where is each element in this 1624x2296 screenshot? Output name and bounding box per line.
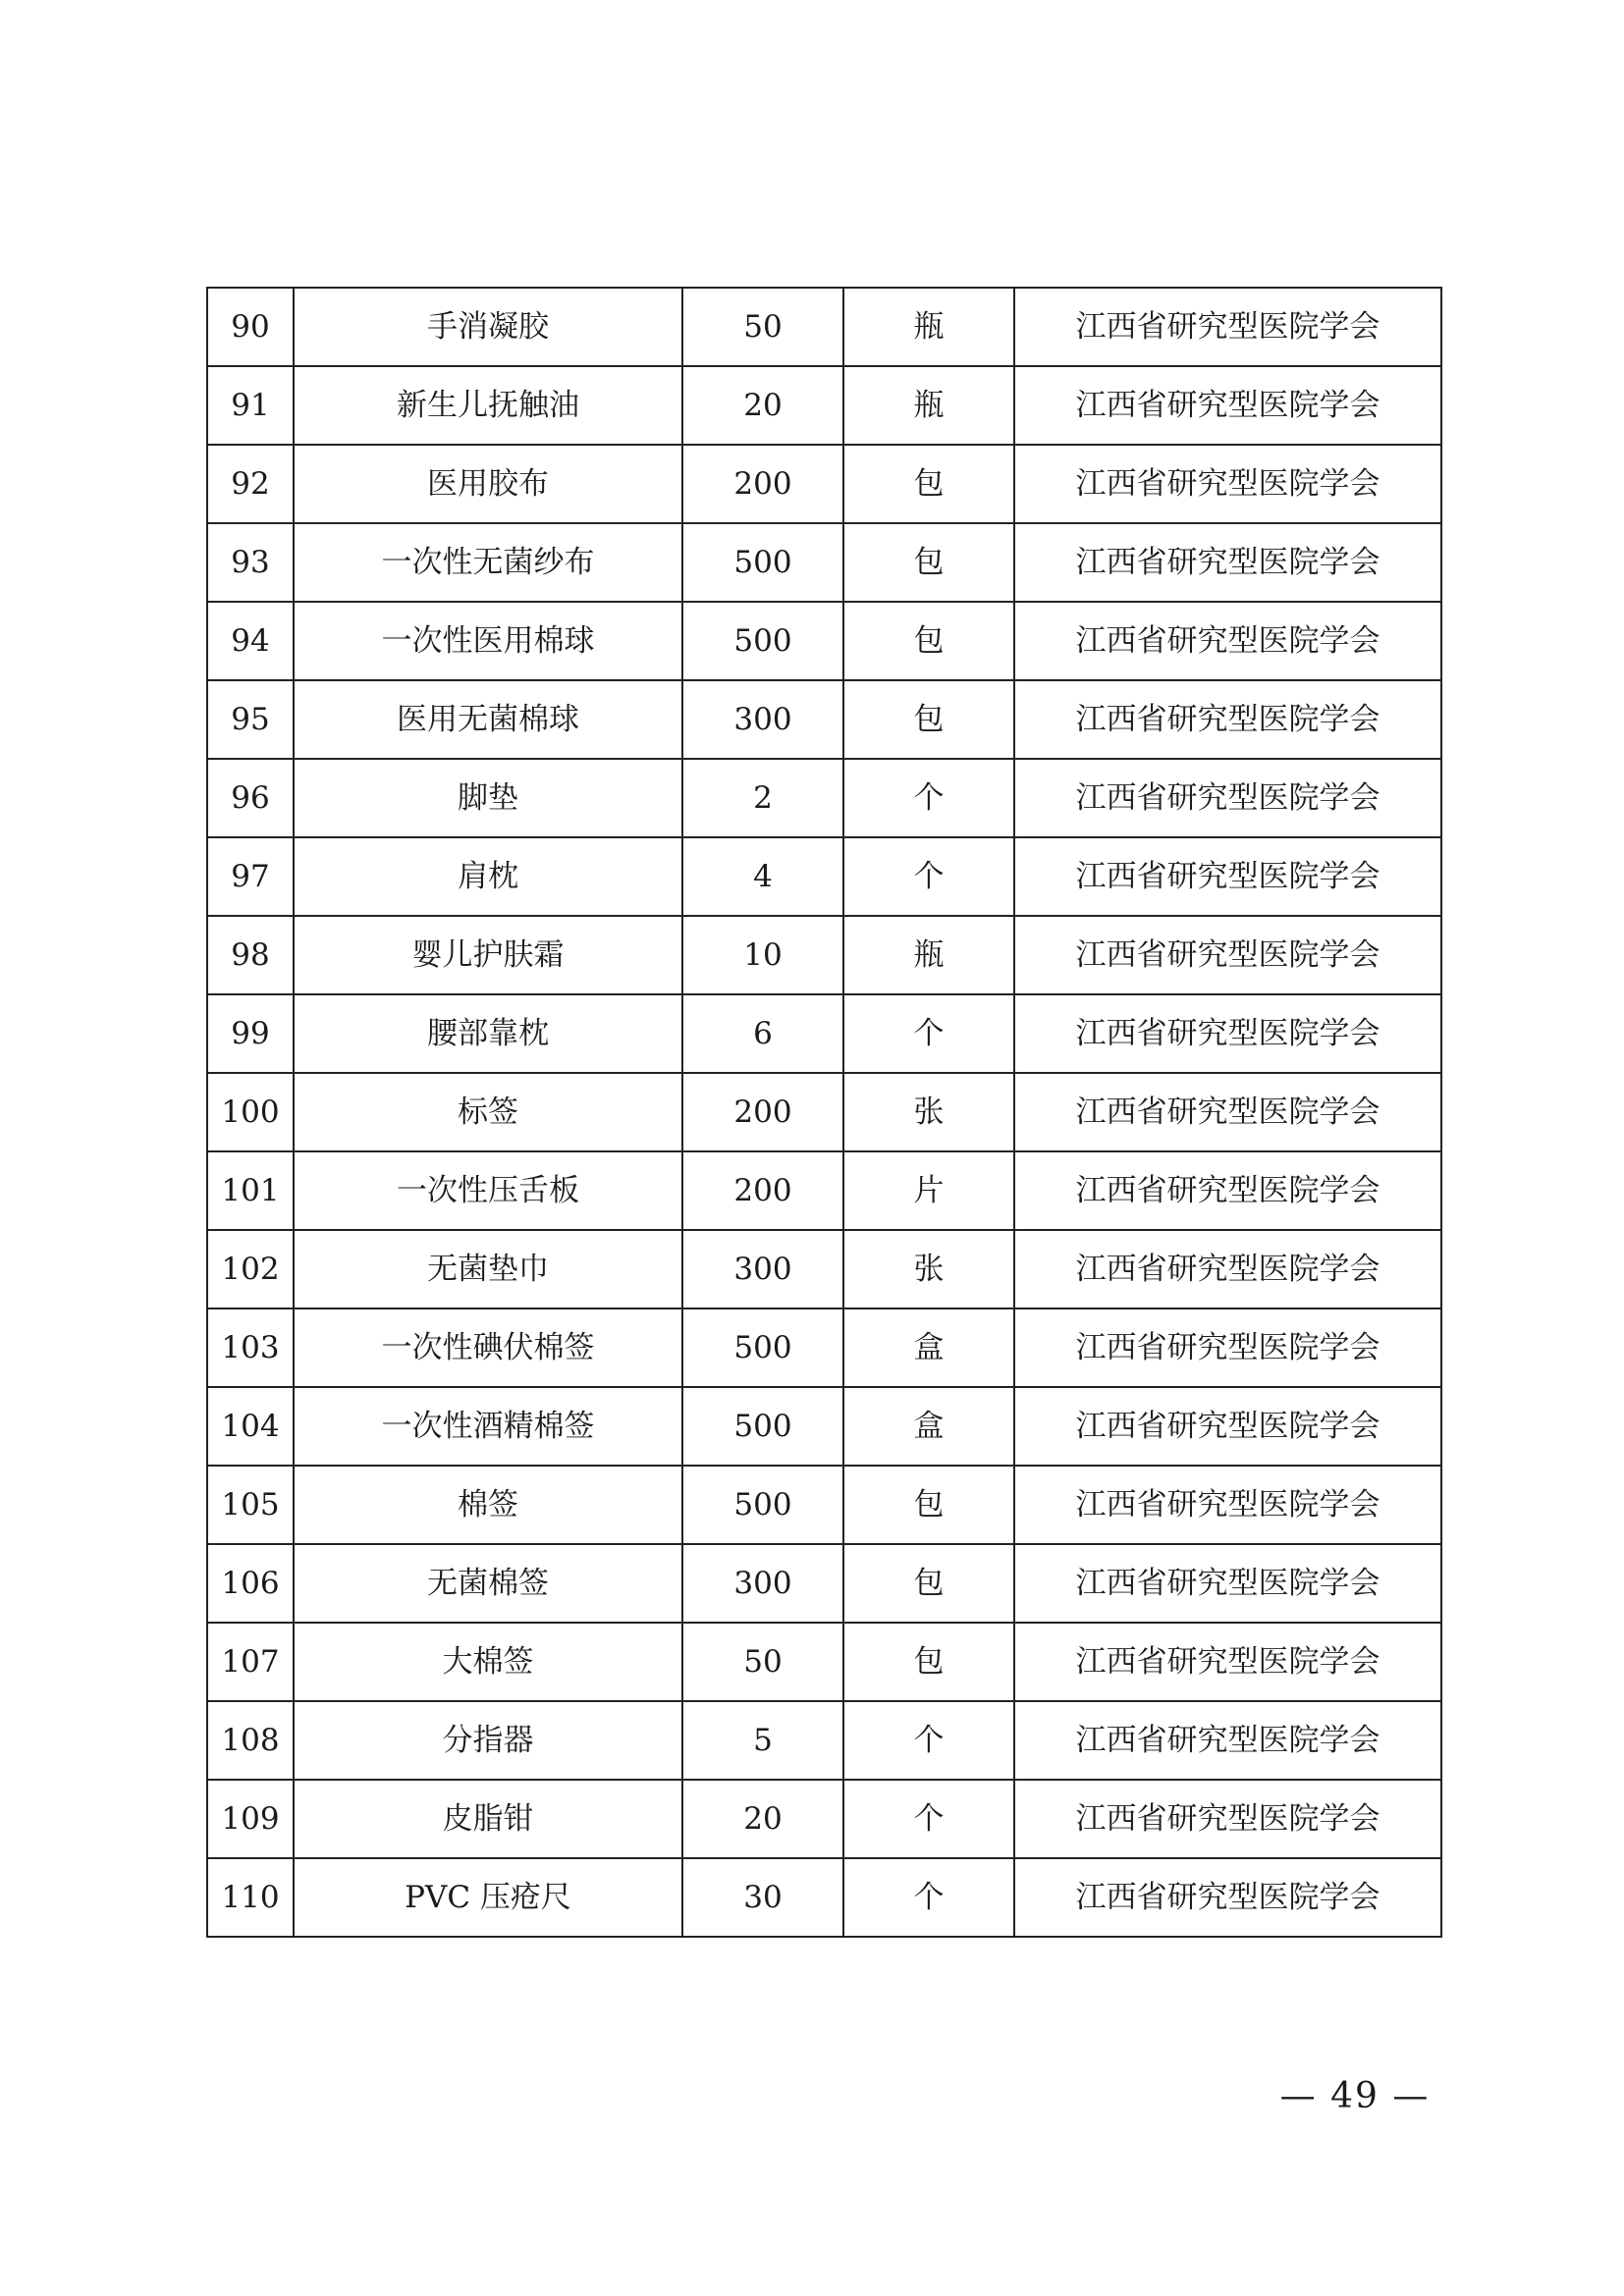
item-name-cell: 大棉签: [294, 1623, 682, 1701]
row-number-cell: 102: [207, 1230, 294, 1308]
quantity-cell: 500: [682, 602, 843, 680]
quantity-cell: 300: [682, 1544, 843, 1623]
quantity-cell: 5: [682, 1701, 843, 1780]
row-number-cell: 110: [207, 1858, 294, 1937]
row-number-cell: 91: [207, 366, 294, 445]
item-name-cell: 医用无菌棉球: [294, 680, 682, 759]
table-row: [207, 680, 1441, 759]
unit-cell: 包: [843, 680, 1014, 759]
unit-cell: 片: [843, 1151, 1014, 1230]
item-name-cell: 分指器: [294, 1701, 682, 1780]
unit-cell: 包: [843, 445, 1014, 523]
unit-cell: 个: [843, 1780, 1014, 1858]
row-number-cell: 92: [207, 445, 294, 523]
table-row: [207, 1858, 1441, 1937]
item-name-cell: 腰部靠枕: [294, 994, 682, 1073]
organization-cell: 江西省研究型医院学会: [1014, 837, 1441, 916]
item-name-cell: 一次性酒精棉签: [294, 1387, 682, 1466]
item-name-cell: 无菌棉签: [294, 1544, 682, 1623]
item-name-cell: PVC 压疮尺: [294, 1858, 682, 1937]
row-number-cell: 98: [207, 916, 294, 994]
table-row: [207, 1387, 1441, 1466]
organization-cell: 江西省研究型医院学会: [1014, 523, 1441, 602]
table-row: [207, 1466, 1441, 1544]
item-name-cell: 无菌垫巾: [294, 1230, 682, 1308]
quantity-cell: 500: [682, 1387, 843, 1466]
unit-cell: 个: [843, 837, 1014, 916]
organization-cell: 江西省研究型医院学会: [1014, 680, 1441, 759]
quantity-cell: 300: [682, 1230, 843, 1308]
organization-cell: 江西省研究型医院学会: [1014, 916, 1441, 994]
organization-cell: 江西省研究型医院学会: [1014, 1308, 1441, 1387]
organization-cell: 江西省研究型医院学会: [1014, 759, 1441, 837]
row-number-cell: 94: [207, 602, 294, 680]
table-row: [207, 837, 1441, 916]
item-name-cell: 皮脂钳: [294, 1780, 682, 1858]
unit-cell: 包: [843, 1466, 1014, 1544]
unit-cell: 个: [843, 1701, 1014, 1780]
organization-cell: 江西省研究型医院学会: [1014, 1701, 1441, 1780]
quantity-cell: 4: [682, 837, 843, 916]
quantity-cell: 10: [682, 916, 843, 994]
item-name-cell: 手消凝胶: [294, 288, 682, 366]
organization-cell: 江西省研究型医院学会: [1014, 602, 1441, 680]
unit-cell: 瓶: [843, 916, 1014, 994]
unit-cell: 个: [843, 759, 1014, 837]
item-name-cell: 一次性医用棉球: [294, 602, 682, 680]
quantity-cell: 50: [682, 288, 843, 366]
row-number-cell: 101: [207, 1151, 294, 1230]
table-row: [207, 916, 1441, 994]
organization-cell: 江西省研究型医院学会: [1014, 1623, 1441, 1701]
unit-cell: 包: [843, 1544, 1014, 1623]
quantity-cell: 300: [682, 680, 843, 759]
table-body: [207, 288, 1441, 1937]
table-row: [207, 288, 1441, 366]
table-row: [207, 1623, 1441, 1701]
row-number-cell: 104: [207, 1387, 294, 1466]
item-name-cell: 婴儿护肤霜: [294, 916, 682, 994]
row-number-cell: 99: [207, 994, 294, 1073]
row-number-cell: 106: [207, 1544, 294, 1623]
quantity-cell: 500: [682, 1308, 843, 1387]
page-number: — 49 —: [1279, 2075, 1431, 2116]
item-name-cell: 一次性碘伏棉签: [294, 1308, 682, 1387]
row-number-cell: 90: [207, 288, 294, 366]
table-row: [207, 523, 1441, 602]
quantity-cell: 200: [682, 1073, 843, 1151]
unit-cell: 瓶: [843, 288, 1014, 366]
organization-cell: 江西省研究型医院学会: [1014, 1858, 1441, 1937]
unit-cell: 包: [843, 1623, 1014, 1701]
quantity-cell: 500: [682, 523, 843, 602]
quantity-cell: 6: [682, 994, 843, 1073]
quantity-cell: 2: [682, 759, 843, 837]
item-name-cell: 标签: [294, 1073, 682, 1151]
quantity-cell: 30: [682, 1858, 843, 1937]
organization-cell: 江西省研究型医院学会: [1014, 1230, 1441, 1308]
table-row: [207, 1151, 1441, 1230]
row-number-cell: 105: [207, 1466, 294, 1544]
item-name-cell: 棉签: [294, 1466, 682, 1544]
unit-cell: 个: [843, 994, 1014, 1073]
table-row: [207, 994, 1441, 1073]
row-number-cell: 93: [207, 523, 294, 602]
item-name-cell: 一次性压舌板: [294, 1151, 682, 1230]
organization-cell: 江西省研究型医院学会: [1014, 288, 1441, 366]
organization-cell: 江西省研究型医院学会: [1014, 1544, 1441, 1623]
unit-cell: 张: [843, 1230, 1014, 1308]
unit-cell: 个: [843, 1858, 1014, 1937]
table-row: [207, 366, 1441, 445]
item-name-cell: 一次性无菌纱布: [294, 523, 682, 602]
table-row: [207, 602, 1441, 680]
organization-cell: 江西省研究型医院学会: [1014, 445, 1441, 523]
unit-cell: 盒: [843, 1308, 1014, 1387]
item-name-cell: 脚垫: [294, 759, 682, 837]
unit-cell: 包: [843, 523, 1014, 602]
table-row: [207, 759, 1441, 837]
table-row: [207, 1073, 1441, 1151]
unit-cell: 盒: [843, 1387, 1014, 1466]
quantity-cell: 20: [682, 1780, 843, 1858]
row-number-cell: 108: [207, 1701, 294, 1780]
quantity-cell: 500: [682, 1466, 843, 1544]
organization-cell: 江西省研究型医院学会: [1014, 1780, 1441, 1858]
table-row: [207, 1308, 1441, 1387]
table-row: [207, 1230, 1441, 1308]
item-name-cell: 新生儿抚触油: [294, 366, 682, 445]
organization-cell: 江西省研究型医院学会: [1014, 1466, 1441, 1544]
quantity-cell: 200: [682, 445, 843, 523]
organization-cell: 江西省研究型医院学会: [1014, 1151, 1441, 1230]
table-row: [207, 1780, 1441, 1858]
organization-cell: 江西省研究型医院学会: [1014, 994, 1441, 1073]
unit-cell: 包: [843, 602, 1014, 680]
quantity-cell: 50: [682, 1623, 843, 1701]
row-number-cell: 103: [207, 1308, 294, 1387]
item-name-cell: 肩枕: [294, 837, 682, 916]
unit-cell: 张: [843, 1073, 1014, 1151]
organization-cell: 江西省研究型医院学会: [1014, 1073, 1441, 1151]
organization-cell: 江西省研究型医院学会: [1014, 1387, 1441, 1466]
table-row: [207, 1701, 1441, 1780]
organization-cell: 江西省研究型医院学会: [1014, 366, 1441, 445]
row-number-cell: 97: [207, 837, 294, 916]
quantity-cell: 20: [682, 366, 843, 445]
unit-cell: 瓶: [843, 366, 1014, 445]
supplies-table: [206, 287, 1442, 1938]
row-number-cell: 107: [207, 1623, 294, 1701]
table-row: [207, 1544, 1441, 1623]
row-number-cell: 96: [207, 759, 294, 837]
table-row: [207, 445, 1441, 523]
row-number-cell: 100: [207, 1073, 294, 1151]
row-number-cell: 95: [207, 680, 294, 759]
item-name-cell: 医用胶布: [294, 445, 682, 523]
quantity-cell: 200: [682, 1151, 843, 1230]
row-number-cell: 109: [207, 1780, 294, 1858]
